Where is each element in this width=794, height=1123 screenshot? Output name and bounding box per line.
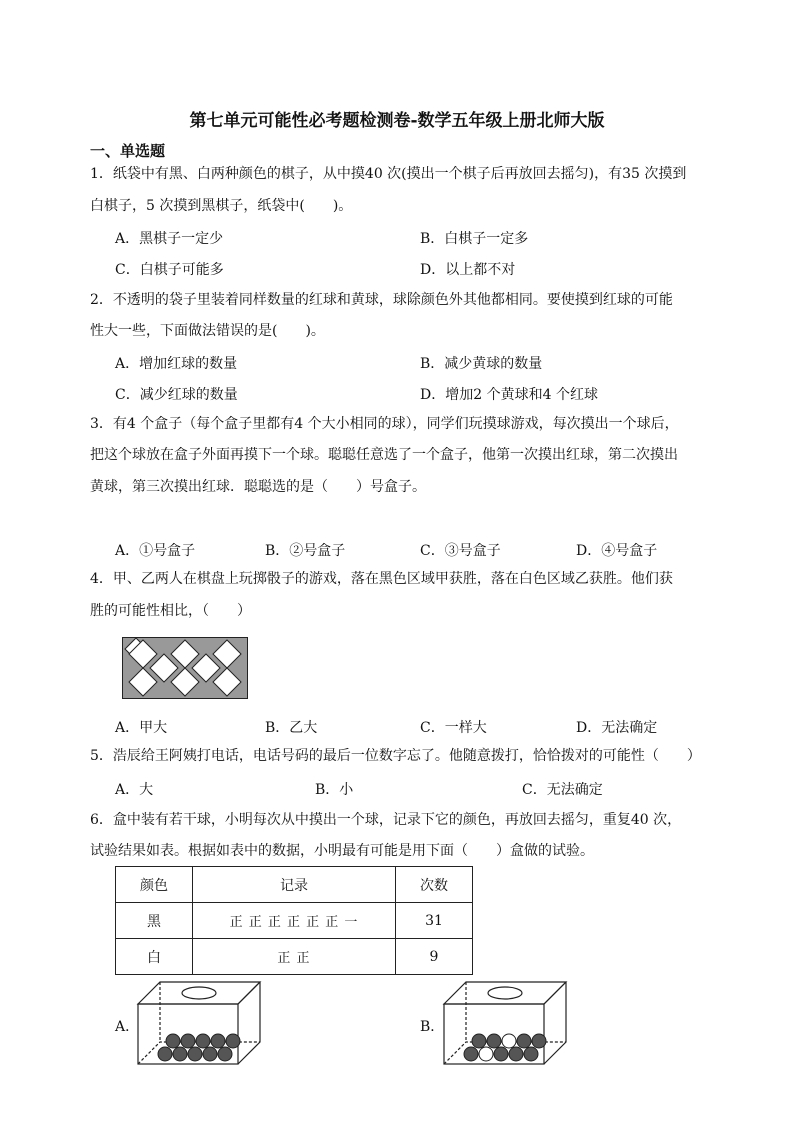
q1-option-b[interactable]: B．白棋子一定多 [420,231,529,247]
table-row [116,903,473,939]
q3-line3: 黄球，第三次摸出红球．聪聪选的是（ ）号盒子。 [90,479,426,495]
q2-line2: 性大一些，下面做法错误的是( )。 [90,323,325,339]
table-row [116,939,473,975]
q2-line1: 2．不透明的袋子里装着同样数量的红球和黄球，球除颜色外其他都相同。要使摸到红球的可能 [90,292,673,308]
q2-option-a[interactable]: A．增加红球的数量 [115,356,238,372]
q3-line1: 3．有4 个盒子（每个盒子里都有4 个大小相同的球），同学们玩摸球游戏，每次摸出一个球后， [90,416,679,432]
q2-option-d[interactable]: D．增加2 个黄球和4 个红球 [420,387,598,403]
q4-option-a[interactable]: A．甲大 [115,720,168,736]
q5-option-c[interactable]: C．无法确定 [522,782,603,798]
q6-line1: 6．盒中装有若干球，小明每次从中摸出一个球，记录下它的颜色，再放回去摇匀，重复40 次， [90,812,682,828]
q3-line2: 把这个球放在盒子外面再摸下一个球。聪聪任意选了一个盒子，他第一次摸出红球，第二次摸出 [90,447,678,463]
table-cell: 正 正 正 正 正 正 一 [193,903,396,939]
q1-line2: 白棋子，5 次摸到黑棋子，纸袋中( )。 [90,198,353,214]
q5-option-a[interactable]: A．大 [115,782,154,798]
box-a-figure [136,980,262,1066]
record-table [115,866,473,975]
table-header: 次数 [396,867,473,903]
table-header: 记录 [193,867,396,903]
table-cell: 白 [116,939,193,975]
q6-line2: 试验结果如表。根据如表中的数据，小明最有可能是用下面（ ）盒做的试验。 [90,843,594,859]
q3-option-c[interactable]: C．③号盒子 [420,543,501,559]
q5-option-b[interactable]: B．小 [315,782,354,798]
table-cell: 正 正 [193,939,396,975]
q2-option-c[interactable]: C．减少红球的数量 [115,387,238,403]
q4-option-b[interactable]: B．乙大 [265,720,318,736]
q4-line1: 4．甲、乙两人在棋盘上玩掷骰子的游戏，落在黑色区域甲获胜，落在白色区域乙获胜。他们获 [90,571,673,587]
table-header-row [116,867,473,903]
q3-option-b[interactable]: B．②号盒子 [265,543,346,559]
q6-option-b[interactable]: B． [420,1019,445,1035]
q1-option-a[interactable]: A．黑棋子一定少 [115,231,224,247]
q3-option-a[interactable]: A．①号盒子 [115,543,196,559]
section-heading: 一、单选题 [90,142,166,160]
q5-line1: 5．浩辰给王阿姨打电话，电话号码的最后一位数字忘了。他随意拨打，恰恰拨对的可能性（ ） [90,748,701,764]
q2-option-b[interactable]: B．减少黄球的数量 [420,356,543,372]
q4-option-c[interactable]: C．一样大 [420,720,487,736]
q1-line1: 1．纸袋中有黑、白两种颜色的棋子，从中摸40 次(摸出一个棋子后再放回去摇匀)，有35 次摸到 [90,166,687,182]
q1-option-d[interactable]: D．以上都不对 [420,262,516,278]
table-cell: 黑 [116,903,193,939]
q4-line2: 胜的可能性相比，（ ） [90,603,251,619]
box-b-figure [442,980,568,1066]
table-cell: 31 [396,903,473,939]
table-header: 颜色 [116,867,193,903]
q3-option-d[interactable]: D．④号盒子 [576,543,658,559]
page-title: 第七单元可能性必考题检测卷-数学五年级上册北师大版 [189,111,605,131]
chessboard-figure [122,637,248,699]
q4-option-d[interactable]: D．无法确定 [576,720,658,736]
table-cell: 9 [396,939,473,975]
q1-option-c[interactable]: C．白棋子可能多 [115,262,224,278]
q6-option-a[interactable]: A． [115,1019,140,1035]
